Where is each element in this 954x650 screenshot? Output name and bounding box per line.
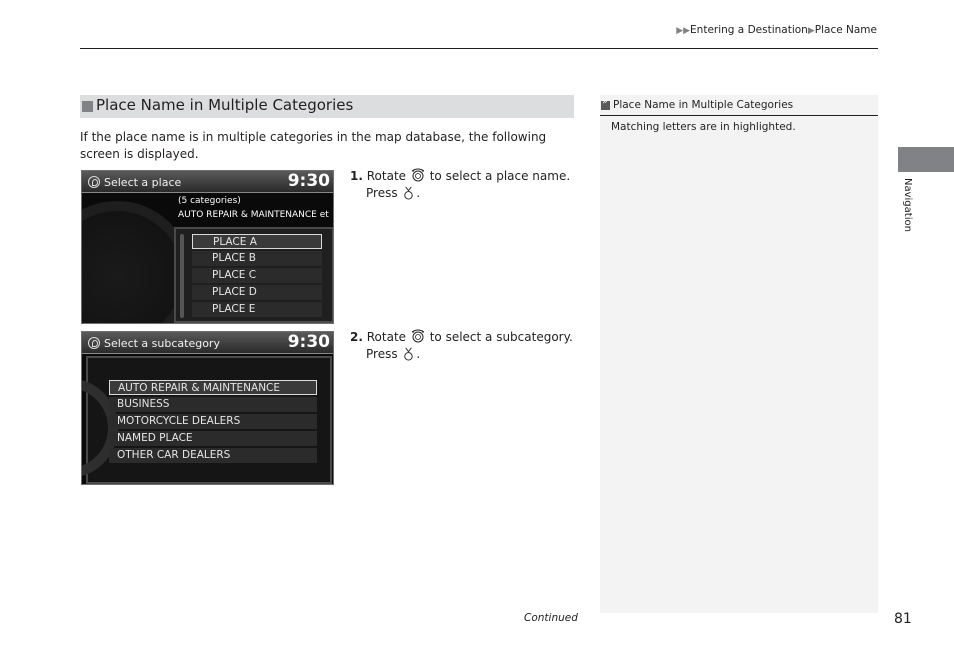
section-heading: [80, 95, 574, 118]
step-number: 2.: [350, 330, 363, 344]
step-text: to select a subcategory.: [429, 330, 573, 344]
section-title: Place Name in Multiple Categories: [96, 96, 354, 114]
screen-title: Select a subcategory: [104, 337, 220, 350]
screen-header: [82, 171, 333, 193]
chapter-label: Navigation: [902, 178, 913, 232]
list-item[interactable]: BUSINESS: [109, 397, 317, 412]
header-rule: [80, 48, 878, 49]
list-item[interactable]: OTHER CAR DEALERS: [109, 448, 317, 463]
interface-dial-rotate-icon: [410, 328, 426, 344]
list-item[interactable]: PLACE D: [192, 285, 322, 300]
sidebar-note-body: Matching letters are in highlighted.: [611, 121, 796, 133]
list-item[interactable]: PLACE E: [192, 302, 322, 317]
screen-select-place: [81, 170, 334, 324]
step-text: Rotate: [366, 330, 407, 344]
list-item[interactable]: PLACE A: [192, 234, 322, 249]
triangle-right-icon: ▶▶: [676, 26, 691, 36]
category-names: AUTO REPAIR & MAINTENANCE et: [178, 210, 329, 220]
subcategory-list: [86, 356, 332, 484]
chapter-tab: [898, 147, 954, 172]
navigation-icon: [88, 176, 100, 188]
sidebar-note-title: Place Name in Multiple Categories: [613, 99, 794, 111]
interface-dial-press-icon: [401, 185, 416, 200]
breadcrumb-item-entering-destination: Entering a Destination: [690, 24, 808, 36]
continued-label: Continued: [524, 612, 578, 624]
interface-dial-press-icon: [401, 346, 416, 361]
step-text: Rotate: [366, 169, 407, 183]
screen-select-subcategory: [81, 331, 334, 485]
step-text: .: [416, 347, 421, 361]
step-text: Press: [366, 347, 398, 361]
place-list: [174, 227, 334, 323]
screen-header: [82, 332, 333, 354]
list-item[interactable]: PLACE B: [192, 251, 322, 266]
reference-arrow-icon: [601, 101, 610, 110]
list-item[interactable]: MOTORCYCLE DEALERS: [109, 414, 317, 429]
triangle-right-icon: ▶: [807, 26, 815, 36]
step-number: 1.: [350, 169, 363, 183]
list-item[interactable]: AUTO REPAIR & MAINTENANCE: [109, 380, 317, 395]
step-2: [350, 328, 578, 363]
breadcrumb: [676, 24, 877, 36]
breadcrumb-item-place-name: Place Name: [814, 24, 877, 36]
step-text: .: [416, 186, 421, 200]
intro-paragraph: If the place name is in multiple categories in the map database, the following screen is displayed.: [80, 130, 547, 161]
step-text: Press: [366, 186, 398, 200]
scrollbar[interactable]: [180, 234, 184, 318]
square-icon: [82, 101, 93, 112]
screen-clock: 9:30: [287, 332, 330, 352]
navigation-icon: [88, 337, 100, 349]
category-count: (5 categories): [178, 196, 241, 206]
sidebar-note: [600, 95, 878, 613]
sidebar-note-header: [600, 95, 878, 116]
page-number: 81: [894, 611, 912, 627]
list-item[interactable]: PLACE C: [192, 268, 322, 283]
step-text: to select a place name.: [429, 169, 571, 183]
step-1: [350, 167, 578, 202]
interface-dial-rotate-icon: [410, 167, 426, 183]
screen-title: Select a place: [104, 176, 182, 189]
screen-clock: 9:30: [287, 171, 330, 191]
list-item[interactable]: NAMED PLACE: [109, 431, 317, 446]
